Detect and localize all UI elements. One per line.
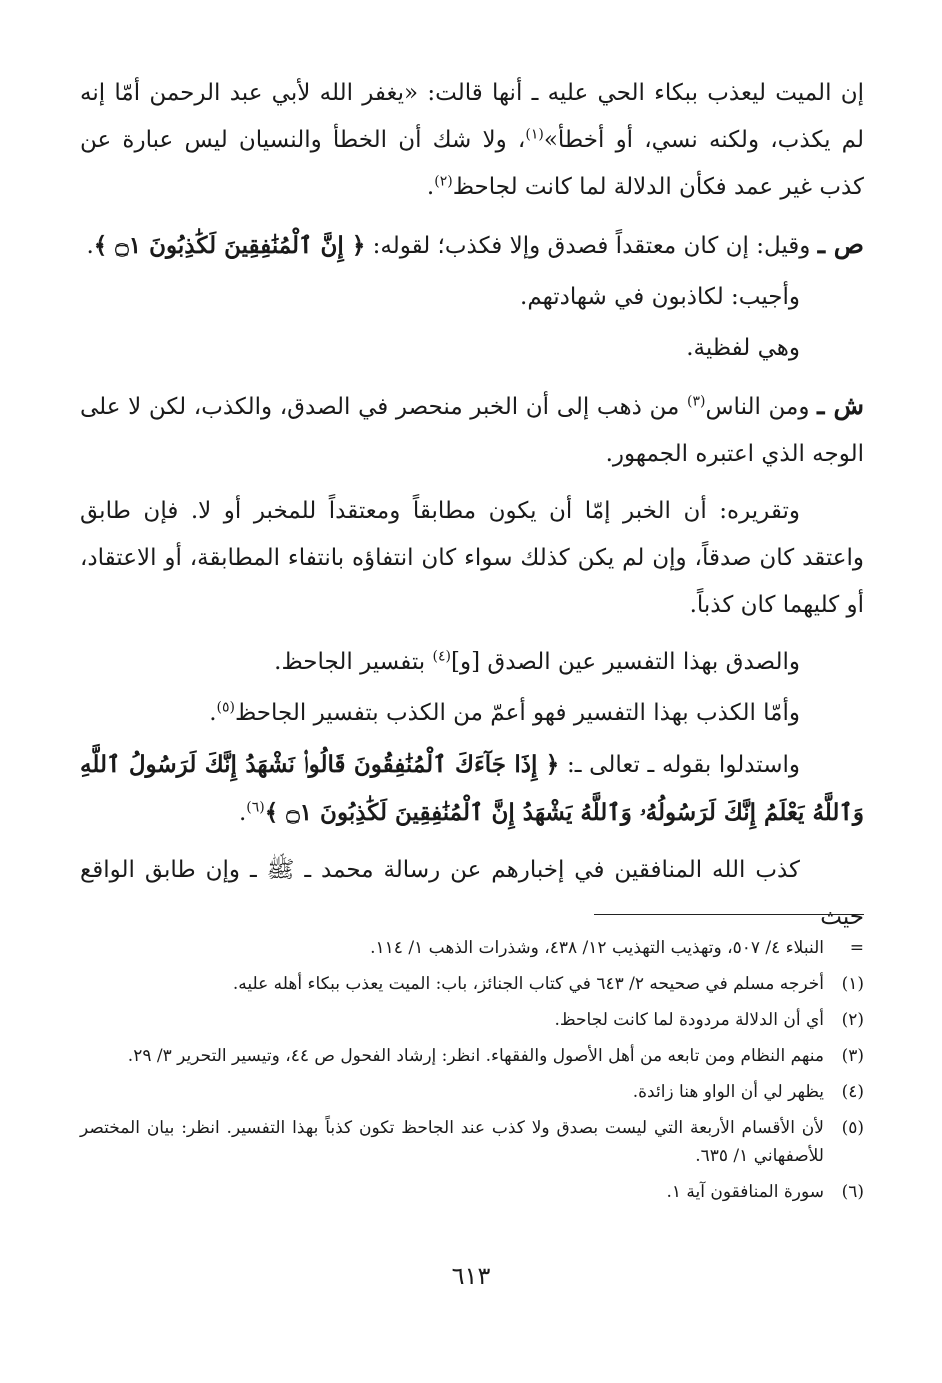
paragraph-9 bbox=[80, 741, 864, 837]
paragraph-7 bbox=[80, 639, 864, 686]
footnote-item bbox=[80, 1006, 864, 1034]
paragraph-7-text-a: والصدق بهذا التفسير عين الصدق [و] bbox=[451, 649, 800, 675]
paragraph-5 bbox=[80, 382, 864, 478]
paragraph-6: وتقريره: أن الخبر إمّا أن يكون مطابقاً ومعتقداً للمخبر أو لا. فإن طابق واعتقد كان صدقاً، وإن لم يكن كذلك سواء كان انتفاؤه بانتفاء المطابقة، أو الاعتقاد، أو كليهما كان كذباً. bbox=[80, 498, 864, 618]
paragraph-8-end: . bbox=[209, 700, 217, 726]
paragraph-1 bbox=[80, 70, 864, 211]
footnote-text: النبلاء ٤/ ٥٠٧، وتهذيب التهذيب ١٢/ ٤٣٨، وشذرات الذهب ١/ ١١٤. bbox=[370, 938, 824, 958]
footnote-item bbox=[80, 970, 864, 998]
paragraph-1-text-b: ، ولا شك أن الخطأ والنسيان ليس عبارة عن كذب غير عمد فكأن الدلالة لما كانت لجاحظ bbox=[80, 127, 864, 200]
footnote-list bbox=[80, 934, 864, 1214]
paragraph-7-text-b: بتفسير الجاحظ. bbox=[274, 649, 426, 675]
paragraph-9-end: . bbox=[238, 800, 247, 826]
footnote-number: = bbox=[849, 938, 864, 958]
paragraph-10: كذب الله المنافقين في إخبارهم عن رسالة محمد ـ ﷺ ـ وإن طابق الواقع حيث bbox=[80, 857, 864, 930]
footnote-number: (٥) bbox=[841, 1118, 864, 1138]
footnote-text: أي أن الدلالة مردودة لما كانت لجاحظ. bbox=[554, 1010, 824, 1030]
footnote-ref-3[interactable]: (٣) bbox=[687, 393, 706, 410]
footnote-number: (٢) bbox=[841, 1010, 864, 1030]
footnote-ref-1[interactable]: (١) bbox=[525, 126, 544, 143]
footnote-number: (٦) bbox=[841, 1182, 864, 1202]
quran-verse-1: ﴿ إِنَّ ٱلْمُنَٰفِقِينَ لَكَٰذِبُونَ ۝١ ﴾ bbox=[93, 232, 366, 259]
footnote-item bbox=[80, 1178, 864, 1206]
paragraph-8-text: وأمّا الكذب بهذا التفسير فهو أعمّ من الكذب بتفسير الجاحظ bbox=[234, 700, 800, 726]
paragraph-4: وهي لفظية. bbox=[686, 335, 800, 361]
paragraph-5-text-a: ومن الناس bbox=[705, 394, 810, 420]
footnote-item bbox=[80, 1042, 864, 1070]
paragraph-1-text: إن الميت ليعذب ببكاء الحي عليه ـ أنها قالت: «يغفر الله لأبي عبد الرحمن أمّا إنه لم يكذب، ولكنه نسي، أو أخطأ» bbox=[80, 80, 864, 153]
quran-verse-2: ﴿ إِذَا جَآءَكَ ٱلْمُنَٰفِقُونَ قَالُوا۟ نَشْهَدُ إِنَّكَ لَرَسُولُ ٱللَّهِ وَٱللَّهُ يَعْلَمُ إِنَّكَ لَرَسُولُهُۥ وَٱللَّهُ يَشْهَدُ إِنَّ ٱلْمُنَٰفِقِينَ لَكَٰذِبُونَ ۝١ ﴾ bbox=[80, 751, 864, 826]
paragraph-3: وأجيب: لكاذبون في شهادتهم. bbox=[520, 284, 800, 310]
footnote-ref-2[interactable]: (٢) bbox=[434, 173, 453, 190]
footnote-ref-4[interactable]: (٤) bbox=[432, 648, 451, 665]
page-number: ٦١٣ bbox=[451, 1262, 491, 1290]
section-mark-shin: ش ـ bbox=[817, 391, 865, 420]
section-mark-sad: ص ـ bbox=[817, 230, 864, 259]
paragraph-2-text: وقيل: إن كان معتقداً فصدق وإلا فكذب؛ لقوله: bbox=[372, 233, 811, 259]
footnote-text: أخرجه مسلم في صحيحه ٢/ ٦٤٣ في كتاب الجنائز، باب: الميت يعذب ببكاء أهله عليه. bbox=[232, 974, 824, 994]
paragraph-8 bbox=[80, 690, 864, 737]
footnote-number: (٣) bbox=[841, 1046, 864, 1066]
footnote-item bbox=[80, 1078, 864, 1106]
footnote-divider bbox=[594, 914, 864, 915]
footnote-text: منهم النظام ومن تابعه من أهل الأصول والفقهاء. انظر: إرشاد الفحول ص ٤٤، وتيسير التحرير ٣/ ٢٩. bbox=[127, 1046, 824, 1066]
paragraph-5-text-b: من ذهب إلى أن الخبر منحصر في الصدق، والكذب، لكن لا على الوجه الذي اعتبره الجمهور. bbox=[80, 394, 864, 467]
paragraph-1-end: . bbox=[426, 174, 435, 200]
main-text bbox=[80, 70, 864, 945]
footnote-number: (١) bbox=[841, 974, 864, 994]
paragraph-9-text: واستدلوا بقوله ـ تعالى ـ: bbox=[567, 752, 800, 778]
paragraph-2-end: . bbox=[86, 233, 94, 259]
footnote-number: (٤) bbox=[841, 1082, 864, 1102]
footnote-text: لأن الأقسام الأربعة التي ليست بصدق ولا كذب عند الجاحظ تكون كذباً بهذا التفسير. انظر: بيان المختصر للأصفهاني ١/ ٦٣٥. bbox=[80, 1118, 824, 1166]
footnote-text: يظهر لي أن الواو هنا زائدة. bbox=[632, 1082, 824, 1102]
footnote-ref-6[interactable]: (٦) bbox=[246, 799, 265, 816]
paragraph-2 bbox=[80, 221, 864, 270]
footnote-ref-5[interactable]: (٥) bbox=[216, 699, 235, 716]
footnote-text: سورة المنافقون آية ١. bbox=[666, 1182, 824, 1202]
footnote-item bbox=[80, 1114, 864, 1170]
footnote-item bbox=[80, 934, 864, 962]
